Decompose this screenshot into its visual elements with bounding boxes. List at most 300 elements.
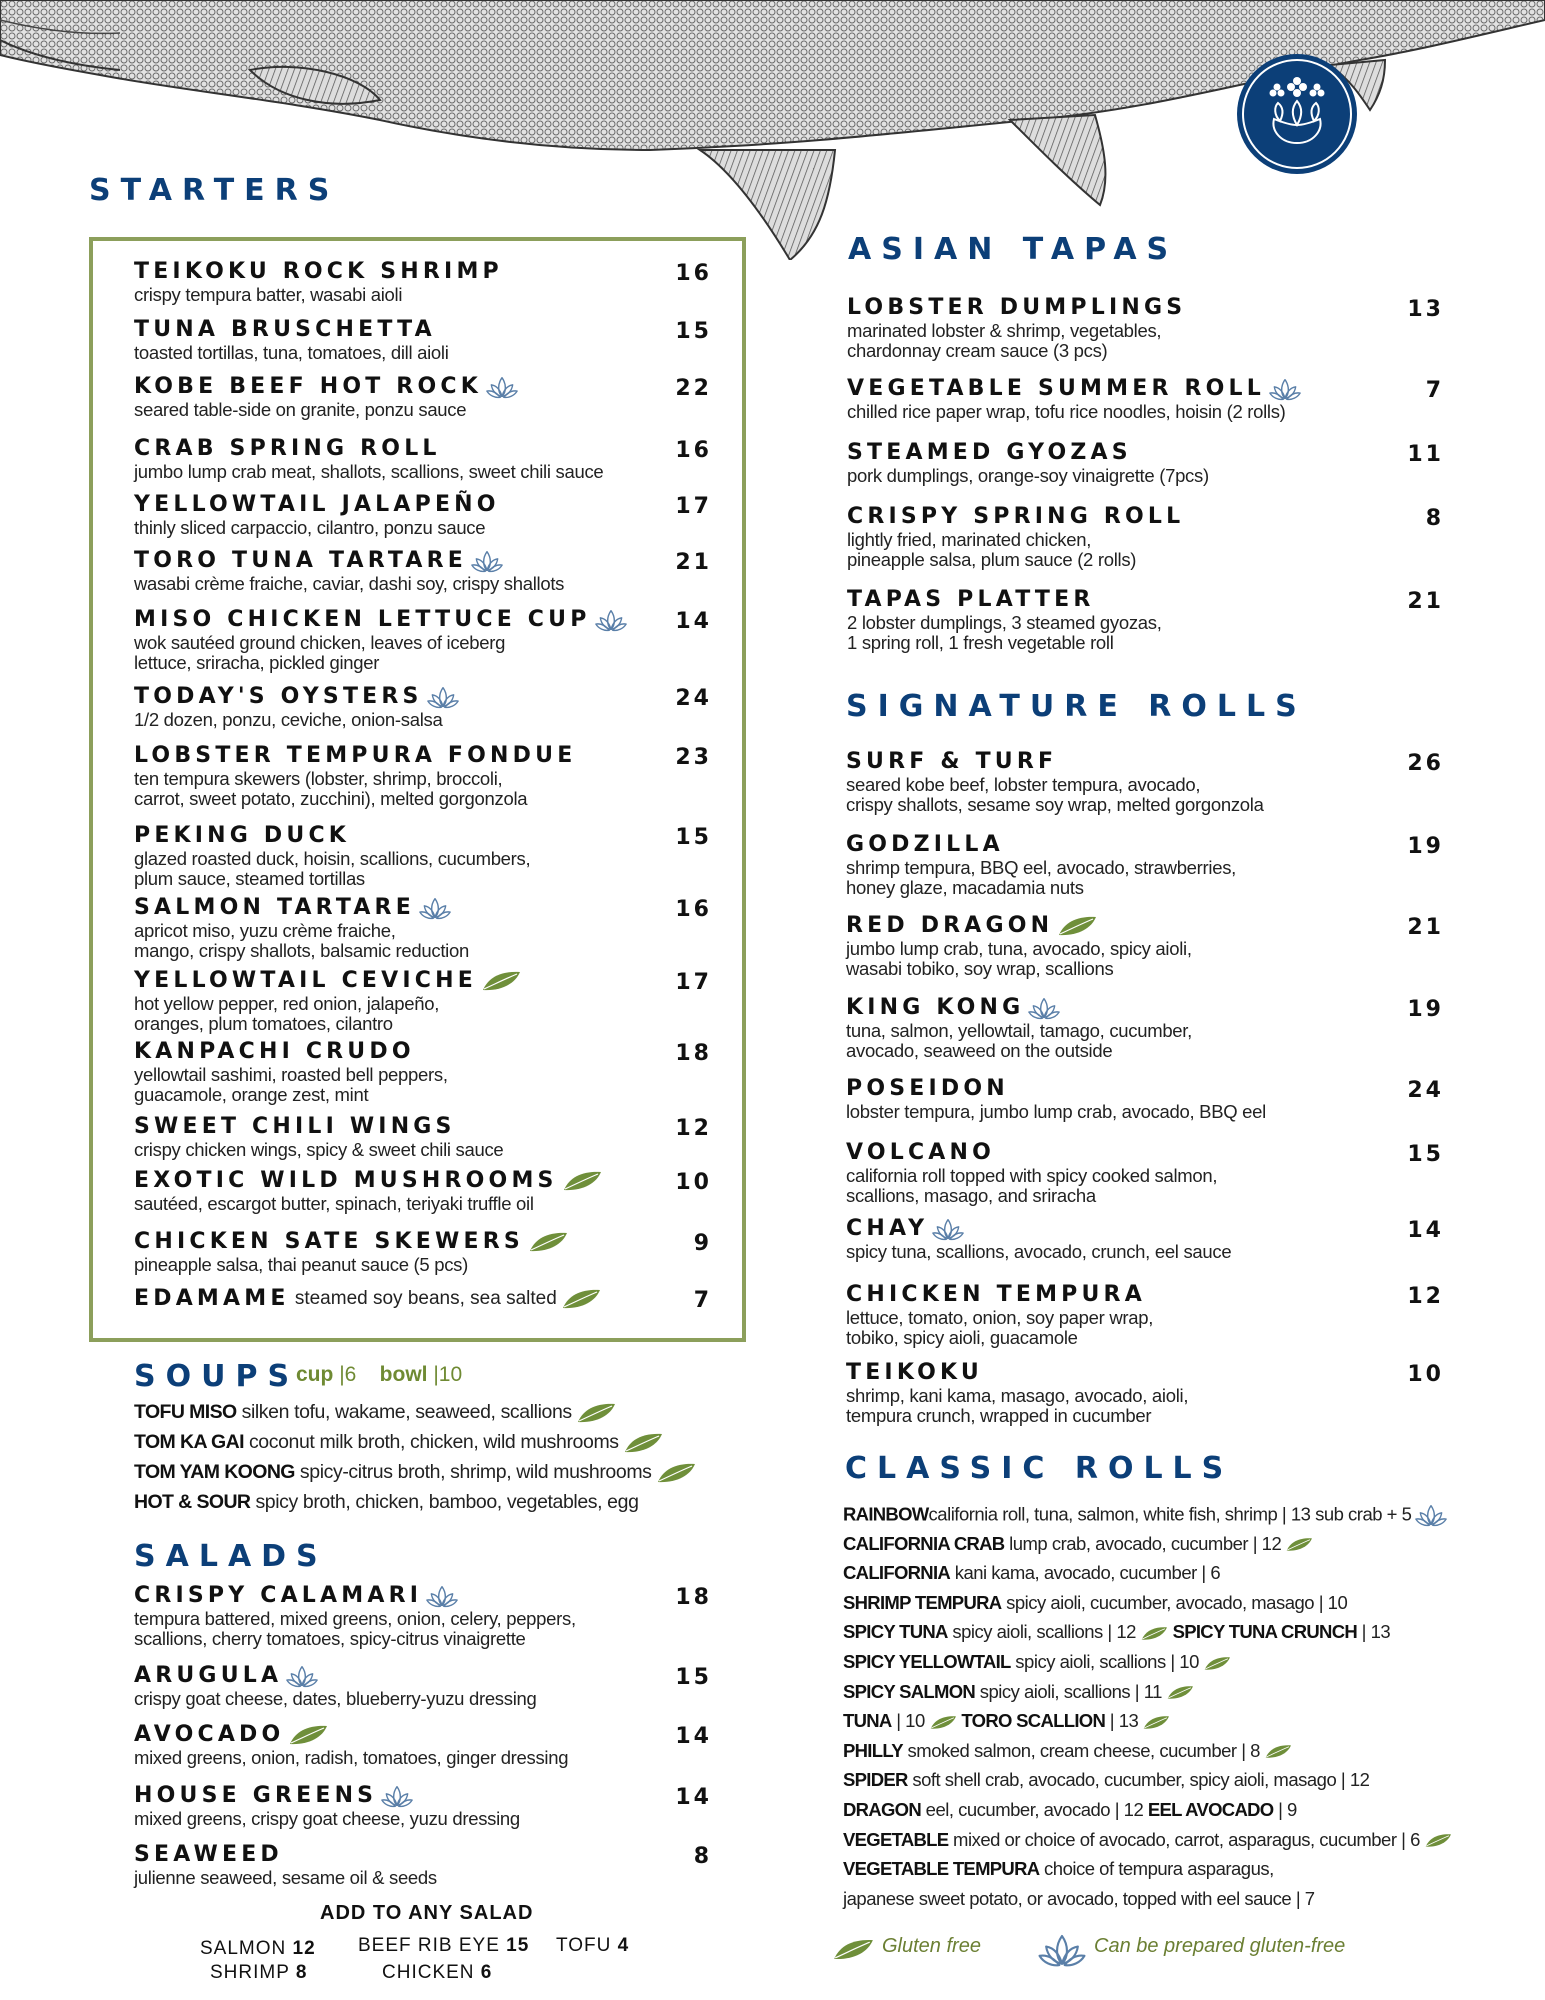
menu-item-description: sautéed, escargot butter, spinach, teriyaki truffle oil xyxy=(134,1193,534,1214)
section-title-classic-rolls: CLASSIC ROLLS xyxy=(845,1451,1234,1486)
menu-item-name: PEKING DUCK xyxy=(134,823,351,848)
menu-item xyxy=(846,913,1192,979)
menu-item-header xyxy=(846,832,1236,858)
menu-item-header xyxy=(846,749,1264,775)
menu-item-name: STEAMED GYOZAS xyxy=(847,440,1132,465)
menu-item-header xyxy=(134,743,576,769)
menu-item-name: LOBSTER DUMPLINGS xyxy=(847,295,1187,320)
section-title-asian-tapas: ASIAN TAPAS xyxy=(848,232,1179,267)
menu-item-description: 2 lobster dumplings, 3 steamed gyozas, 1 spring roll, 1 fresh vegetable roll xyxy=(847,612,1162,653)
menu-item-header xyxy=(846,1076,1266,1102)
menu-item-price: 17 xyxy=(675,494,712,519)
menu-item xyxy=(134,968,521,1034)
menu-item-price: 19 xyxy=(1407,834,1444,859)
menu-item-price: 16 xyxy=(675,261,712,286)
leaf-icon xyxy=(929,1715,957,1730)
soup-line xyxy=(134,1401,616,1424)
menu-item-description: california roll topped with spicy cooked salmon, scallions, masago, and sriracha xyxy=(846,1165,1218,1206)
addon-name: TOFU xyxy=(556,1935,618,1956)
menu-item xyxy=(134,1842,437,1888)
soup-description: spicy broth, chicken, bamboo, vegetables, egg xyxy=(250,1491,639,1513)
menu-item-header xyxy=(134,1663,537,1689)
menu-item-header xyxy=(134,684,459,710)
menu-item-price: 21 xyxy=(1407,589,1444,614)
menu-item-description: wasabi crème fraiche, caviar, dashi soy, crispy shallots xyxy=(134,573,565,594)
menu-item-name: SEAWEED xyxy=(134,1842,283,1867)
leaf-icon xyxy=(1057,915,1097,937)
soup-description: coconut milk broth, chicken, wild mushrooms xyxy=(243,1431,619,1453)
paulownia-seal-logo xyxy=(1236,53,1358,175)
leaf-icon xyxy=(656,1462,696,1484)
menu-item-description: apricot miso, yuzu crème fraiche, mango, crispy shallots, balsamic reduction xyxy=(134,920,469,961)
leaf-icon xyxy=(576,1402,616,1424)
soup-bowl-price: |10 xyxy=(433,1363,463,1386)
menu-item-description: toasted tortillas, tuna, tomatoes, dill aioli xyxy=(134,342,449,363)
menu-item-price: 18 xyxy=(675,1585,712,1610)
menu-item-header xyxy=(846,995,1192,1021)
menu-item-header xyxy=(134,1114,503,1140)
menu-item-name: SALMON TARTARE xyxy=(134,895,415,920)
menu-item xyxy=(134,436,603,482)
classic-roll-line xyxy=(843,1740,1292,1762)
classic-roll-line xyxy=(843,1533,1313,1555)
classic-roll-description: japanese sweet potato, or avocado, topped with eel sauce | 7 xyxy=(843,1887,1315,1909)
menu-item-price: 15 xyxy=(675,319,712,344)
menu-item xyxy=(134,1229,568,1275)
menu-item-edamame xyxy=(134,1286,601,1312)
classic-roll-line xyxy=(843,1562,1220,1584)
menu-item-header xyxy=(134,1783,520,1809)
lotus-icon xyxy=(427,685,459,710)
menu-item-description: mixed greens, onion, radish, tomatoes, ginger dressing xyxy=(134,1747,569,1768)
lotus-icon xyxy=(1028,996,1060,1021)
menu-item-name: EXOTIC WILD MUSHROOMS xyxy=(134,1168,558,1193)
menu-item-description: lobster tempura, jumbo lump crab, avocado, BBQ eel xyxy=(846,1101,1266,1122)
classic-roll-line xyxy=(843,1621,1390,1643)
menu-item xyxy=(847,295,1186,361)
menu-item-price: 11 xyxy=(1407,442,1444,467)
menu-item-name: POSEIDON xyxy=(846,1076,1009,1101)
addon-name: BEEF RIB EYE xyxy=(358,1935,507,1956)
menu-item-description: wok sautéed ground chicken, leaves of iceberg lettuce, sriracha, pickled ginger xyxy=(134,632,506,673)
classic-roll-line xyxy=(843,1710,1170,1732)
menu-item xyxy=(846,1076,1266,1122)
menu-item-price: 15 xyxy=(675,1665,712,1690)
classic-roll-name: TORO SCALLION xyxy=(961,1710,1106,1732)
addon-name: SALMON xyxy=(200,1938,293,1959)
classic-roll-name: EEL AVOCADO xyxy=(1147,1799,1274,1820)
menu-item xyxy=(846,1140,1217,1206)
addon-price: 8 xyxy=(295,1962,308,1983)
menu-item-name: EDAMAME xyxy=(134,1286,290,1311)
menu-item-header xyxy=(847,295,1186,321)
leaf-icon xyxy=(1285,1537,1313,1552)
menu-item-name: CHICKEN SATE SKEWERS xyxy=(134,1229,524,1254)
menu-item xyxy=(847,504,1184,570)
menu-item xyxy=(134,684,459,730)
classic-roll-name: CALIFORNIA xyxy=(843,1562,951,1584)
addon-name: SHRIMP xyxy=(210,1962,296,1983)
menu-item xyxy=(846,1360,1188,1426)
lotus-icon xyxy=(471,549,503,574)
menu-item xyxy=(134,1583,576,1649)
addon-name: CHICKEN xyxy=(382,1962,481,1983)
menu-item xyxy=(134,1722,568,1768)
menu-item xyxy=(134,1663,537,1709)
leaf-icon xyxy=(1424,1833,1452,1848)
menu-item-name: TUNA BRUSCHETTA xyxy=(134,317,436,342)
addon-price: 15 xyxy=(506,1935,530,1956)
soup-name: TOFU MISO xyxy=(134,1401,237,1423)
menu-item-header xyxy=(846,1216,1231,1242)
menu-item-name: HOUSE GREENS xyxy=(134,1783,378,1808)
menu-item-price: 16 xyxy=(675,438,712,463)
classic-roll-line xyxy=(843,1651,1231,1673)
menu-item xyxy=(134,374,518,420)
classic-roll-name: RAINBOW xyxy=(843,1503,929,1525)
soup-name: TOM YAM KOONG xyxy=(134,1461,295,1483)
menu-item xyxy=(134,548,564,594)
lotus-icon xyxy=(595,608,627,633)
menu-item-description: thinly sliced carpaccio, cilantro, ponzu sauce xyxy=(134,517,486,538)
menu-item-name: CHICKEN TEMPURA xyxy=(846,1282,1146,1307)
leaf-icon xyxy=(1140,1626,1168,1641)
section-title-starters: STARTERS xyxy=(89,173,340,208)
menu-item-price: 15 xyxy=(1407,1142,1444,1167)
lotus-icon xyxy=(932,1217,964,1242)
menu-item-header xyxy=(134,1583,576,1609)
menu-item-header xyxy=(134,374,518,400)
menu-item-name: VEGETABLE SUMMER ROLL xyxy=(847,376,1265,401)
classic-roll-name: SPICY TUNA CRUNCH xyxy=(1172,1621,1358,1643)
leaf-icon xyxy=(288,1724,328,1746)
salad-addon xyxy=(210,1962,307,1984)
classic-roll-line xyxy=(843,1503,1447,1528)
leaf-icon xyxy=(1203,1656,1231,1671)
lotus-icon xyxy=(381,1784,413,1809)
soup-cup-label: cup xyxy=(296,1363,334,1386)
classic-roll-description: | 10 xyxy=(891,1710,925,1732)
menu-item-header xyxy=(846,1282,1153,1308)
classic-roll-name: SHRIMP TEMPURA xyxy=(843,1591,1002,1613)
section-title-signature-rolls: SIGNATURE ROLLS xyxy=(846,689,1307,724)
menu-item-price: 19 xyxy=(1407,997,1444,1022)
menu-item-price: 15 xyxy=(675,825,712,850)
classic-roll-line xyxy=(843,1829,1452,1851)
menu-item xyxy=(846,995,1192,1061)
menu-item-name: SURF & TURF xyxy=(846,749,1058,774)
menu-item-description: 1/2 dozen, ponzu, ceviche, onion-salsa xyxy=(134,709,443,730)
menu-item-price: 10 xyxy=(675,1170,712,1195)
lotus-icon xyxy=(1269,377,1301,402)
menu-item-header xyxy=(134,607,627,633)
menu-item-name: SWEET CHILI WINGS xyxy=(134,1114,456,1139)
menu-item xyxy=(134,492,500,538)
lotus-icon xyxy=(1038,1932,1086,1969)
classic-roll-name: CALIFORNIA CRAB xyxy=(843,1532,1005,1554)
menu-item-price: 21 xyxy=(1407,915,1444,940)
menu-item-name: LOBSTER TEMPURA FONDUE xyxy=(134,743,577,768)
menu-item xyxy=(134,259,503,305)
menu-item xyxy=(134,1783,520,1829)
menu-item-price: 26 xyxy=(1407,751,1444,776)
menu-item-description: tempura battered, mixed greens, onion, celery, peppers, scallions, cherry tomatoes, spicy-citrus vinaigrette xyxy=(134,1608,576,1649)
menu-item-header xyxy=(847,587,1162,613)
menu-item-name: CHAY xyxy=(846,1216,929,1241)
classic-roll-name: SPICY YELLOWTAIL xyxy=(843,1651,1011,1672)
menu-item-price: 24 xyxy=(675,686,712,711)
menu-item-name: RED DRAGON xyxy=(846,913,1054,938)
leaf-icon xyxy=(832,1938,874,1961)
menu-item-header xyxy=(134,823,530,849)
classic-roll-line xyxy=(843,1769,1369,1791)
lotus-icon xyxy=(426,1584,458,1609)
menu-item-price: 7 xyxy=(1425,378,1444,403)
classic-roll-name: DRAGON xyxy=(843,1799,922,1820)
lotus-icon xyxy=(419,896,451,921)
menu-item-price: 8 xyxy=(693,1844,712,1869)
menu-item-name: GODZILLA xyxy=(846,832,1004,857)
menu-item-name: MISO CHICKEN LETTUCE CUP xyxy=(134,607,591,632)
menu-item-name: ARUGULA xyxy=(134,1663,283,1688)
menu-item xyxy=(134,607,627,673)
legend-can-be-gf xyxy=(1034,1932,1086,1969)
classic-roll-description: kani kama, avocado, cucumber | 6 xyxy=(950,1562,1221,1584)
leaf-icon xyxy=(562,1170,602,1192)
menu-item-description: glazed roasted duck, hoisin, scallions, cucumbers, plum sauce, steamed tortillas xyxy=(134,848,531,889)
salad-addon xyxy=(556,1935,629,1957)
menu-item-name: TEIKOKU xyxy=(846,1360,983,1385)
addon-price: 6 xyxy=(480,1962,493,1983)
menu-item-description: yellowtail sashimi, roasted bell peppers, guacamole, orange zest, mint xyxy=(134,1064,448,1105)
menu-item-description: crispy tempura batter, wasabi aioli xyxy=(134,284,403,305)
soups-sizes xyxy=(296,1363,462,1387)
classic-roll-description: choice of tempura asparagus, xyxy=(1039,1858,1274,1880)
menu-item xyxy=(134,1168,602,1214)
classic-roll-line xyxy=(843,1681,1194,1703)
leaf-icon xyxy=(481,970,521,992)
lotus-icon xyxy=(1415,1503,1447,1528)
leaf-icon xyxy=(528,1231,568,1253)
menu-item-description: spicy tuna, scallions, avocado, crunch, eel sauce xyxy=(846,1241,1232,1262)
soup-cup-price: |6 xyxy=(339,1363,357,1386)
menu-item xyxy=(847,376,1301,422)
menu-item-header xyxy=(846,1360,1188,1386)
menu-item xyxy=(846,1282,1153,1348)
menu-item-price: 12 xyxy=(1407,1284,1444,1309)
classic-roll-description: | 9 xyxy=(1273,1799,1297,1820)
menu-item-name: CRISPY CALAMARI xyxy=(134,1583,423,1608)
menu-item-name: TAPAS PLATTER xyxy=(847,587,1095,612)
menu-item xyxy=(846,1216,1231,1262)
menu-item-price: 14 xyxy=(675,1724,712,1749)
menu-item-price: 14 xyxy=(1407,1218,1444,1243)
section-title-soups: SOUPS xyxy=(134,1359,300,1394)
menu-item-description: tuna, salmon, yellowtail, tamago, cucumber, avocado, seaweed on the outside xyxy=(846,1020,1192,1061)
menu-item-price: 18 xyxy=(675,1041,712,1066)
classic-roll-name: SPICY TUNA xyxy=(843,1621,948,1643)
menu-item-price: 7 xyxy=(693,1288,712,1313)
menu-item-name: KANPACHI CRUDO xyxy=(134,1039,415,1064)
addon-price: 12 xyxy=(292,1938,316,1959)
classic-roll-description: spicy aioli, cucumber, avocado, masago | 10 xyxy=(1001,1591,1348,1613)
menu-item-name: YELLOWTAIL JALAPEÑO xyxy=(134,492,500,517)
leaf-icon xyxy=(561,1288,601,1310)
menu-item-header xyxy=(134,436,603,462)
soup-line xyxy=(134,1461,696,1484)
menu-item-price: 17 xyxy=(675,970,712,995)
menu-item-description: mixed greens, crispy goat cheese, yuzu dressing xyxy=(134,1808,520,1829)
menu-item-header xyxy=(847,504,1184,530)
classic-roll-description: california roll, tuna, salmon, white fish, shrimp | 13 sub crab + 5 xyxy=(928,1503,1412,1525)
menu-item-price: 16 xyxy=(675,897,712,922)
salad-addon xyxy=(200,1938,316,1960)
section-title-salads: SALADS xyxy=(134,1539,328,1574)
menu-item-description: julienne seaweed, sesame oil & seeds xyxy=(134,1867,437,1888)
salad-addon xyxy=(358,1935,529,1957)
menu-item-price: 23 xyxy=(675,745,712,770)
classic-roll-description: smoked salmon, cream cheese, cucumber | 8 xyxy=(902,1739,1260,1761)
menu-item-price: 22 xyxy=(675,376,712,401)
leaf-icon xyxy=(1166,1685,1194,1700)
menu-item xyxy=(134,317,449,363)
menu-item-header xyxy=(134,492,500,518)
soup-name: TOM KA GAI xyxy=(134,1431,244,1453)
addon-price: 4 xyxy=(617,1935,630,1956)
menu-item-description: lettuce, tomato, onion, soy paper wrap, tobiko, spicy aioli, guacamole xyxy=(846,1307,1154,1348)
menu-item-header xyxy=(847,376,1301,402)
menu-item-header xyxy=(134,1039,448,1065)
menu-item-price: 8 xyxy=(1425,506,1444,531)
menu-item-header xyxy=(134,317,449,343)
menu-item-name: AVOCADO xyxy=(134,1722,285,1747)
menu-item xyxy=(134,743,576,809)
classic-roll-line xyxy=(843,1858,1274,1880)
classic-roll-name: SPICY SALMON xyxy=(843,1680,976,1702)
lotus-icon xyxy=(286,1664,318,1689)
menu-item-header xyxy=(134,968,521,994)
menu-item-price: 21 xyxy=(675,550,712,575)
menu-item xyxy=(846,832,1236,898)
classic-roll-description: | 13 xyxy=(1105,1710,1139,1732)
menu-item-description: chilled rice paper wrap, tofu rice noodles, hoisin (2 rolls) xyxy=(847,401,1286,422)
menu-item-name: CRISPY SPRING ROLL xyxy=(847,504,1185,529)
menu-item-name: KING KONG xyxy=(846,995,1025,1020)
soup-name: HOT & SOUR xyxy=(134,1491,251,1513)
classic-roll-name: PHILLY xyxy=(843,1739,903,1761)
classic-roll-description: lump crab, avocado, cucumber | 12 xyxy=(1004,1532,1282,1554)
menu-item-name: YELLOWTAIL CEVICHE xyxy=(134,968,477,993)
menu-item-price: 10 xyxy=(1407,1362,1444,1387)
classic-roll-line xyxy=(843,1799,1297,1821)
menu-item xyxy=(134,895,469,961)
menu-item-price: 13 xyxy=(1407,297,1444,322)
classic-roll-description: soft shell crab, avocado, cucumber, spicy aioli, masago | 12 xyxy=(907,1769,1370,1791)
menu-item-description: jumbo lump crab meat, shallots, scallions, sweet chili sauce xyxy=(134,461,604,482)
menu-item-name: VOLCANO xyxy=(846,1140,996,1165)
menu-item-name: TORO TUNA TARTARE xyxy=(134,548,467,573)
leaf-icon xyxy=(623,1432,663,1454)
classic-roll-name: TUNA xyxy=(843,1710,892,1732)
menu-item-description: steamed soy beans, sea salted xyxy=(289,1288,557,1309)
soup-line xyxy=(134,1491,639,1514)
legend-can-be-gf-label: Can be prepared gluten-free xyxy=(1094,1935,1346,1957)
menu-item-description: hot yellow pepper, red onion, jalapeño, oranges, plum tomatoes, cilantro xyxy=(134,993,440,1034)
menu-item-description: marinated lobster & shrimp, vegetables, chardonnay cream sauce (3 pcs) xyxy=(847,320,1162,361)
menu-item-name: TODAY'S OYSTERS xyxy=(134,684,423,709)
menu-item-description: jumbo lump crab, tuna, avocado, spicy aioli, wasabi tobiko, soy wrap, scallions xyxy=(846,938,1192,979)
classic-roll-name: VEGETABLE TEMPURA xyxy=(843,1858,1040,1880)
menu-item-header xyxy=(134,259,503,285)
classic-roll-description: spicy aioli, scallions | 11 xyxy=(975,1680,1162,1702)
classic-roll-description: eel, cucumber, avocado | 12 xyxy=(921,1799,1144,1820)
menu-item xyxy=(846,749,1264,815)
soup-description: spicy-citrus broth, shrimp, wild mushrooms xyxy=(294,1461,652,1483)
menu-item-header xyxy=(134,548,564,574)
menu-item-description: crispy goat cheese, dates, blueberry-yuzu dressing xyxy=(134,1688,537,1709)
menu-item-description: seared table-side on granite, ponzu sauce xyxy=(134,399,467,420)
lotus-icon xyxy=(486,375,518,400)
menu-item-header xyxy=(134,1168,602,1194)
menu-item-description: shrimp tempura, BBQ eel, avocado, strawberries, honey glaze, macadamia nuts xyxy=(846,857,1236,898)
menu-item-description: pineapple salsa, thai peanut sauce (5 pcs) xyxy=(134,1254,468,1275)
menu-item-price: 24 xyxy=(1407,1078,1444,1103)
menu-item xyxy=(847,440,1209,486)
menu-item-header xyxy=(846,913,1192,939)
menu-item-header xyxy=(134,1229,568,1255)
menu-item-name: CRAB SPRING ROLL xyxy=(134,436,441,461)
classic-roll-line xyxy=(843,1888,1315,1910)
menu-item-header xyxy=(847,440,1209,466)
legend-gluten-free xyxy=(828,1938,874,1961)
menu-item-description: seared kobe beef, lobster tempura, avocado, crispy shallots, sesame soy wrap, melted gorgonzola xyxy=(846,774,1264,815)
menu-item-header xyxy=(846,1140,1217,1166)
leaf-icon xyxy=(1264,1744,1292,1759)
classic-roll-description: | 13 xyxy=(1357,1621,1391,1643)
classic-roll-name: SPIDER xyxy=(843,1769,908,1791)
menu-item-name: KOBE BEEF HOT ROCK xyxy=(134,374,482,399)
menu-item xyxy=(134,1114,503,1160)
add-to-salad-title: ADD TO ANY SALAD xyxy=(320,1902,534,1924)
menu-item-header xyxy=(134,1722,568,1748)
menu-item-price: 12 xyxy=(675,1116,712,1141)
menu-item-price: 14 xyxy=(675,1785,712,1810)
menu-item-price: 14 xyxy=(675,609,712,634)
leaf-icon xyxy=(1142,1715,1170,1730)
menu-item-name: TEIKOKU ROCK SHRIMP xyxy=(134,259,503,284)
menu-item xyxy=(134,823,530,889)
menu-item-description: lightly fried, marinated chicken, pineapple salsa, plum sauce (2 rolls) xyxy=(847,529,1137,570)
menu-item-header xyxy=(134,1842,437,1868)
classic-roll-description: spicy aioli, scallions | 12 xyxy=(947,1621,1136,1643)
legend-gluten-free-label: Gluten free xyxy=(882,1935,981,1957)
menu-item-description: pork dumplings, orange-soy vinaigrette (7pcs) xyxy=(847,465,1209,486)
classic-roll-description: spicy aioli, scallions | 10 xyxy=(1010,1651,1199,1672)
soup-description: silken tofu, wakame, seaweed, scallions xyxy=(236,1401,572,1423)
classic-roll-description: mixed or choice of avocado, carrot, asparagus, cucumber | 6 xyxy=(948,1828,1420,1850)
menu-item-header xyxy=(134,895,469,921)
salad-addon xyxy=(382,1962,492,1984)
classic-roll-name: VEGETABLE xyxy=(843,1828,949,1850)
menu-item-price: 9 xyxy=(693,1231,712,1256)
soup-line xyxy=(134,1431,663,1454)
menu-item xyxy=(847,587,1162,653)
menu-item-description: shrimp, kani kama, masago, avocado, aioli, tempura crunch, wrapped in cucumber xyxy=(846,1385,1189,1426)
classic-roll-line xyxy=(843,1592,1347,1614)
menu-item-description: crispy chicken wings, spicy & sweet chili sauce xyxy=(134,1139,504,1160)
menu-item xyxy=(134,1039,448,1105)
soup-bowl-label: bowl xyxy=(379,1363,428,1386)
